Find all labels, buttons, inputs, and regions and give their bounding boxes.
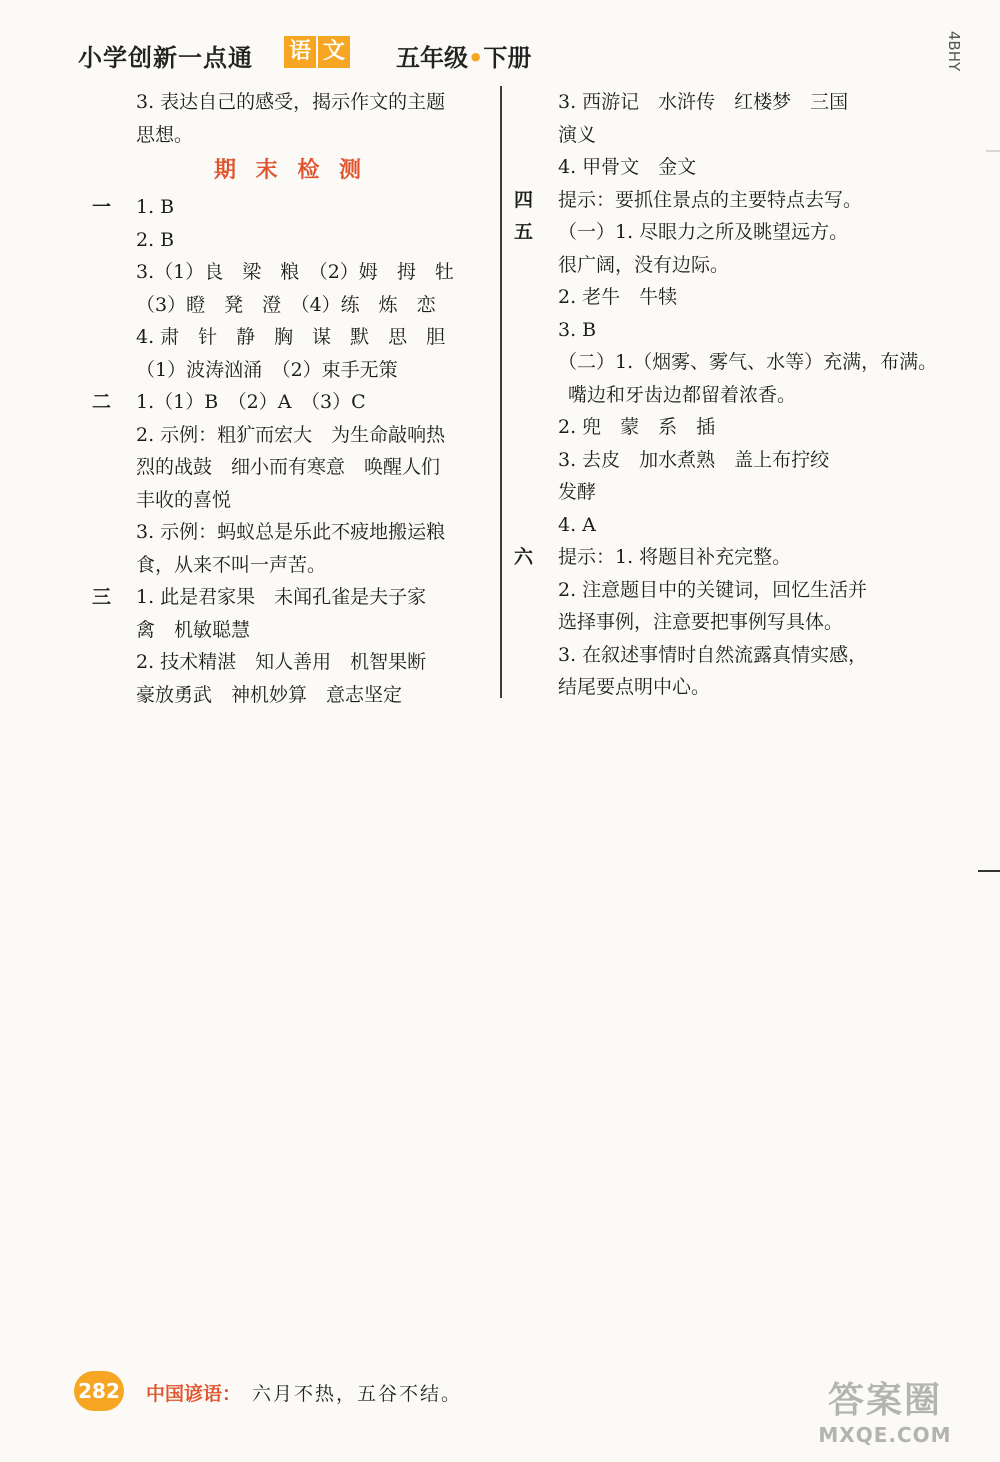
watermark-url: MXQE.COM [818, 1423, 952, 1447]
answer-line [510, 671, 920, 704]
answer-line [510, 379, 920, 412]
answer-text: 2. 注意题目中的关键词，回忆生活并 [558, 578, 868, 601]
answer-line [510, 606, 920, 639]
answer-line [88, 679, 493, 712]
answer-text: 1.（1）B （2）A （3）C [136, 391, 366, 413]
answer-line [510, 509, 920, 542]
answer-text: 3. B [558, 318, 597, 341]
answer-text: 2. 老牛 牛犊 [558, 286, 678, 308]
answer-line [510, 411, 920, 444]
question-number: 一 [92, 196, 112, 218]
answer-text: 结尾要点明中心。 [558, 676, 711, 698]
answer-line [510, 86, 920, 119]
answer-line [88, 119, 493, 152]
question-number: 三 [92, 586, 112, 608]
answer-line [510, 314, 920, 347]
answer-text: 3. 表达自己的感受，揭示作文的主题 [136, 91, 446, 113]
answer-text: 禽 机敏聪慧 [136, 618, 251, 641]
answer-text: 发酵 [558, 481, 597, 503]
answer-text: 提示：1. 将题目补充完整。 [558, 546, 792, 568]
left-column [88, 86, 493, 711]
answer-text: 4. A [558, 513, 596, 536]
answer-line [510, 574, 920, 607]
answer-line [88, 581, 493, 614]
answer-line [510, 541, 920, 574]
answer-line [88, 549, 493, 582]
term-text: 下册 [483, 44, 532, 72]
site-watermark [790, 1372, 980, 1452]
question-number: 二 [92, 391, 112, 413]
answer-line [510, 249, 920, 282]
side-code: 4BHY [944, 30, 963, 72]
page-footer [74, 1371, 674, 1411]
answer-text: 3. 示例：蚂蚁总是乐此不疲地搬运粮 [136, 521, 446, 543]
answer-line [510, 476, 920, 509]
answer-line [510, 151, 920, 184]
answer-text: （一）1. 尽眼力之所及眺望远方。 [558, 221, 849, 243]
answer-line [88, 256, 493, 289]
answer-text: 4. 肃 针 静 胸 谋 默 思 胆 [136, 326, 446, 348]
answer-text: 3. 在叙述事情时自然流露真情实感， [558, 643, 868, 666]
question-number: 五 [514, 221, 534, 243]
answer-line [88, 191, 493, 224]
answer-line [88, 224, 493, 257]
page-number: 282 [74, 1371, 124, 1411]
answer-line [88, 321, 493, 354]
answer-line [88, 386, 493, 419]
page-edge-mark [978, 870, 1000, 872]
answer-line [88, 419, 493, 452]
answer-text: 选择事例，注意要把事例写具体。 [558, 611, 844, 633]
answer-text: 2. B [136, 228, 175, 251]
answer-line [510, 119, 920, 152]
answer-line [510, 184, 920, 217]
answer-text: 思想。 [136, 123, 194, 146]
answer-text: 1. B [136, 196, 175, 218]
answer-text: （二）1.（烟雾、雾气、水等）充满，布满。 [558, 351, 938, 373]
answer-text: 演义 [558, 123, 597, 146]
right-column [510, 86, 938, 704]
watermark-logo-text: 答案圈 [827, 1380, 942, 1421]
answer-text: 2. 示例：粗犷而宏大 为生命敲响热 [136, 423, 446, 446]
answer-text: 提示：要抓住景点的主要特点去写。 [558, 188, 863, 211]
column-divider [500, 86, 502, 698]
answer-line [88, 646, 493, 679]
answer-text: 2. 技术精湛 知人善用 机智果断 [136, 651, 427, 673]
answer-line [88, 354, 493, 387]
subject-char-2: 文 [318, 36, 350, 68]
answer-text: （3）瞪 凳 澄 （4）练 炼 恋 [136, 293, 436, 316]
section-title: 期 末 检 测 [214, 158, 367, 183]
answer-text: 3.（1）良 梁 粮 （2）姆 拇 牡 [136, 261, 454, 283]
page-edge-mark [986, 150, 1000, 152]
page-header [78, 36, 958, 76]
answer-text: 丰收的喜悦 [136, 488, 232, 511]
subject-badge [284, 36, 352, 68]
answer-text: 很广阔，没有边际。 [558, 253, 730, 276]
answer-line [88, 86, 493, 119]
answer-text: 嘴边和牙齿边都留着浓香。 [568, 383, 797, 406]
answer-text: 豪放勇武 神机妙算 意志坚定 [136, 683, 403, 706]
answer-text: 3. 西游记 水浒传 红楼梦 三国 [558, 91, 849, 113]
answer-text: 食，从来不叫一声苦。 [136, 553, 327, 576]
answer-line [88, 289, 493, 322]
proverb-label: 中国谚语： [146, 1383, 242, 1405]
answer-text: （1）波涛汹涌 （2）束手无策 [136, 358, 398, 381]
question-number: 六 [514, 546, 534, 568]
proverb-text: 六月不热，五谷不结。 [252, 1383, 463, 1405]
answer-text: 烈的战鼓 细小而有寒意 唤醒人们 [136, 456, 441, 478]
answer-line [510, 639, 920, 672]
question-number: 四 [514, 188, 534, 211]
series-title: 小学创新一点通 [78, 44, 253, 72]
subject-char-1: 语 [284, 36, 316, 68]
answer-line [510, 281, 920, 314]
answer-text: 3. 去皮 加水煮熟 盖上布拧绞 [558, 448, 830, 471]
answer-line [510, 346, 938, 379]
answer-line [88, 484, 493, 517]
answer-line [88, 516, 493, 549]
grade-dot: • [468, 44, 484, 72]
answer-text: 1. 此是君家果 未闻孔雀是夫子家 [136, 586, 427, 608]
answer-text: 2. 兜 蒙 系 插 [558, 416, 716, 438]
answer-line [510, 216, 920, 249]
grade-label [396, 38, 531, 73]
answer-line [88, 614, 493, 647]
answer-text: 4. 甲骨文 金文 [558, 156, 697, 178]
grade-text: 五年级 [396, 44, 468, 72]
answer-line [510, 444, 920, 477]
answer-line [88, 451, 493, 484]
